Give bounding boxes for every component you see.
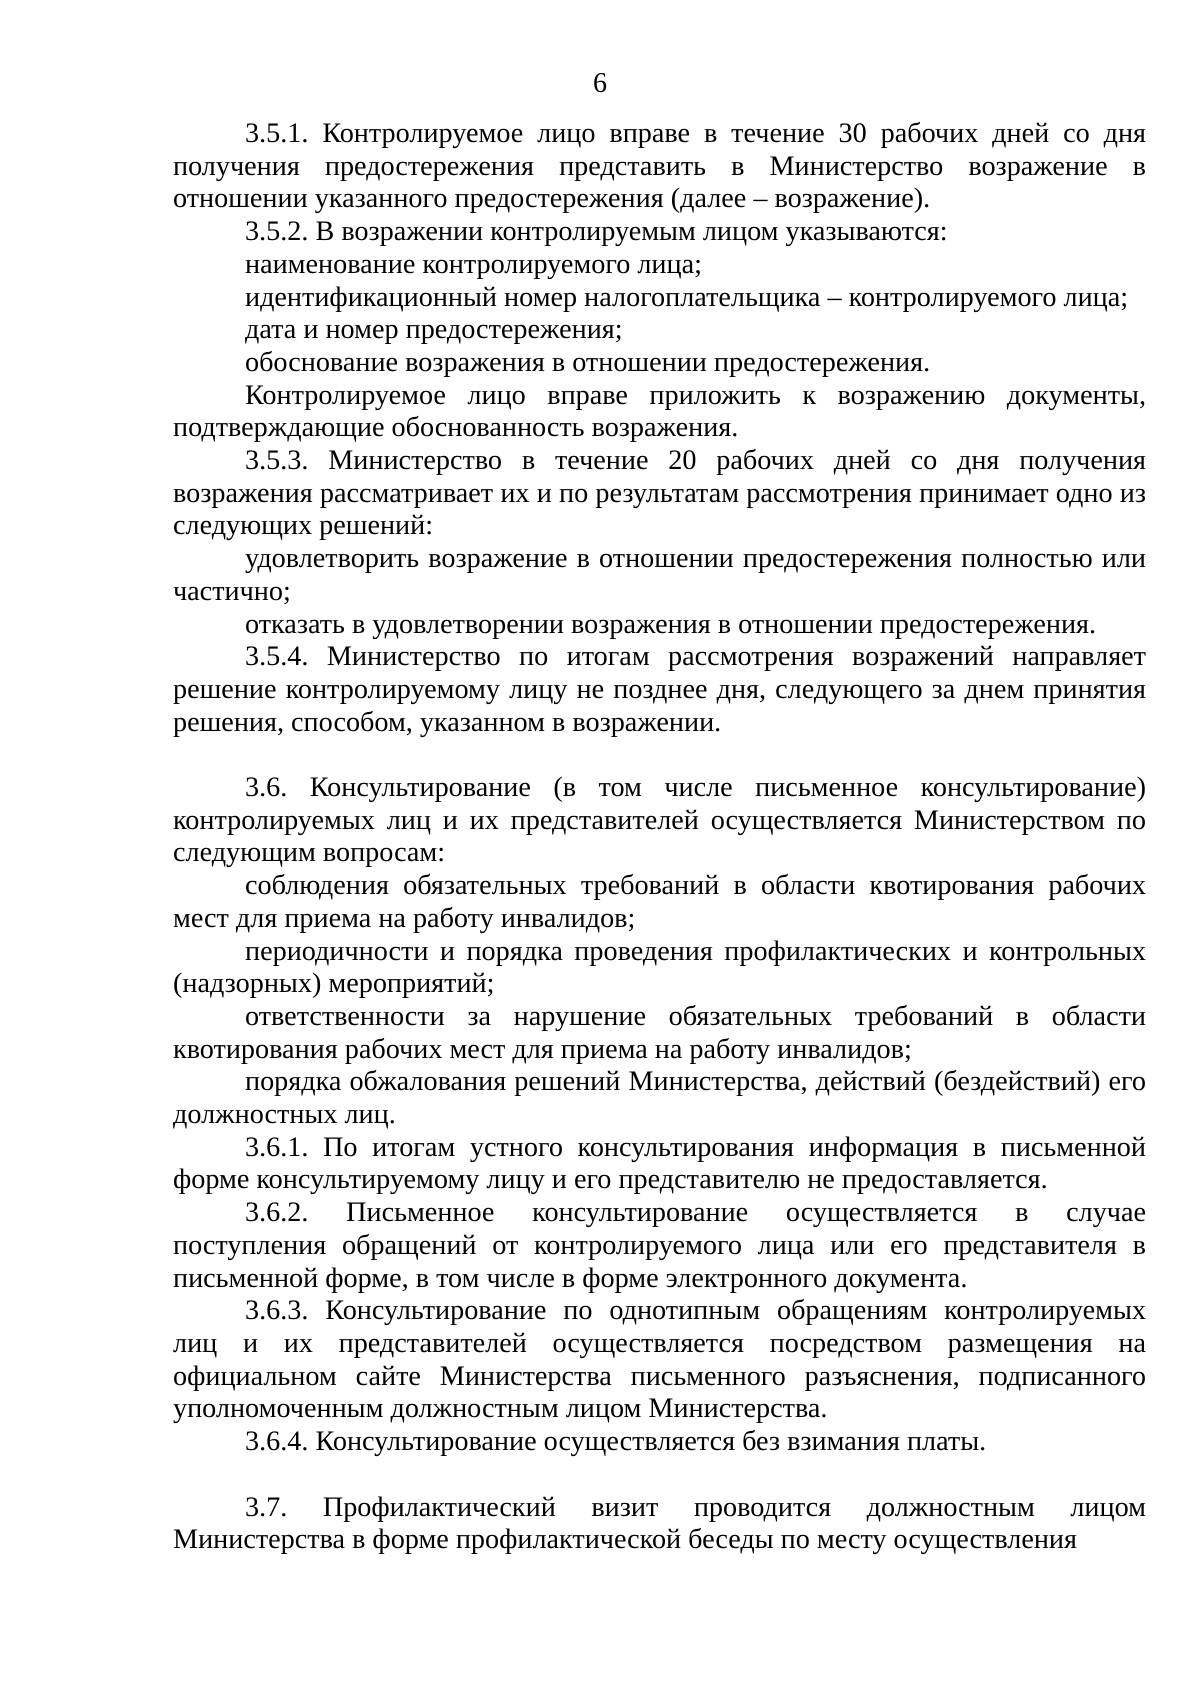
paragraph-3-5-3: 3.5.3. Министерство в течение 20 рабочих дней со дня получения возражения рассматривает их и по результатам рассмотрения принимает одно из следующих решений: [173, 445, 1146, 542]
list-item-decision-satisfy: удовлетворить возражение в отношении предостережения полностью или частично; [173, 543, 1146, 607]
list-item-consult-liability: ответственности за нарушение обязательных требований в области квотирования рабочих мест для приема на работу инвалидов; [173, 1000, 1146, 1065]
list-item-decision-refuse: отказать в удовлетворении возражения в отношении предостережения. [245, 608, 1097, 640]
page-number: 6 [593, 68, 607, 99]
paragraph-3-6-1: 3.6.1. По итогам устного консультирования информация в письменной форме консультируемому лицу и его представителю не предоставляется. [173, 1131, 1146, 1196]
paragraph-3-6: 3.6. Консультирование (в том числе письменное консультирование) контролируемых лиц и их представителей осуществляется Министерством по следующим вопросам: [173, 772, 1146, 869]
paragraph-3-5-4: 3.5.4. Министерство по итогам рассмотрения возражений направляет решение контролируемому лицу не позднее дня, следующего за днем принятия решения, способом, указанном в возражении. [173, 641, 1146, 738]
list-item-objection-reason: обоснование возражения в отношении предостережения. [245, 346, 931, 378]
paragraph-3-6-4: 3.6.4. Консультирование осуществляется без взимания платы. [245, 1426, 987, 1458]
paragraph-3-6-3: 3.6.3. Консультирование по однотипным обращениям контролируемых лиц и их представителей осуществляется посредством размещения на официальном сайте Министерства письменного разъяснения, подписанного уполномоченным должностным лицом Министерства. [173, 1295, 1146, 1425]
paragraph-3-5-1: 3.5.1. Контролируемое лицо вправе в течение 30 рабочих дней со дня получения предостережения представить в Министерство возражение в отношении указанного предостережения (далее – возражение). [173, 118, 1146, 215]
paragraph-3-5-2: 3.5.2. В возражении контролируемым лицом указываются: [245, 216, 948, 248]
section-spacer [173, 1459, 1146, 1492]
paragraph-3-7: 3.7. Профилактический визит проводится должностным лицом Министерства в форме профилактической беседы по месту осуществления [173, 1491, 1146, 1556]
list-item-consult-requirements: соблюдения обязательных требований в области квотирования рабочих мест для приема на работу инвалидов; [173, 870, 1146, 934]
section-spacer [173, 739, 1146, 772]
list-item-objection-name: наименование контролируемого лица; [245, 248, 702, 280]
paragraph-3-6-2: 3.6.2. Письменное консультирование осуществляется в случае поступления обращений от контролируемого лица или его представителя в письменной форме, в том числе в форме электронного документа. [173, 1197, 1146, 1294]
list-item-consult-appeal: порядка обжалования решений Министерства, действий (бездействий) его должностных лиц. [173, 1066, 1146, 1131]
list-item-objection-date: дата и номер предостережения; [245, 314, 623, 346]
paragraph-attach-documents: Контролируемое лицо вправе приложить к возражению документы, подтверждающие обоснованность возражения. [173, 379, 1146, 444]
document-body [173, 118, 1146, 1557]
list-item-objection-inn: идентификационный номер налогоплательщика – контролируемого лица; [245, 281, 1129, 313]
list-item-consult-periodicity: периодичности и порядка проведения профилактических и контрольных (надзорных) мероприятий; [173, 935, 1146, 1000]
